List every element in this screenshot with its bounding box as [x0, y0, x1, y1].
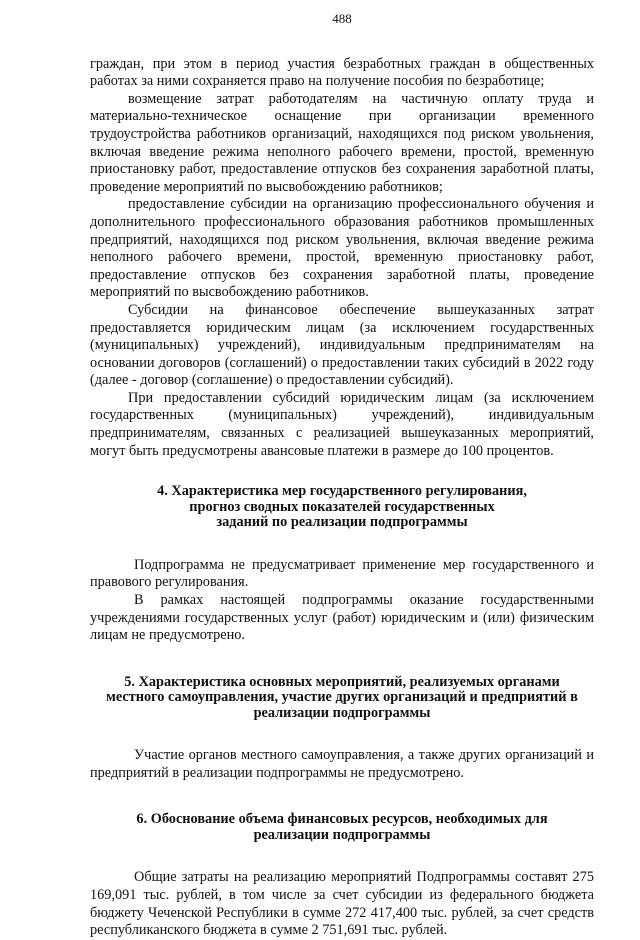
section-4-paragraph: Подпрограмма не предусматривает применение мер государственного и правового регулирования.: [90, 556, 594, 591]
section-6-heading-line: реализации подпрограммы: [253, 826, 431, 843]
paragraph-training-subsidy: предоставление субсидии на организацию профессионального обучения и дополнительного профессионального образования работников промышленных предприятий, находящихся под риском увольнения, включая введение режима неполного рабочего времени, простой, временную приостановку работ, предоставление отпусков без сохранения заработной платы, проведение мероприятий по высвобождению работников.: [90, 196, 594, 301]
paragraph-reimbursement: возмещение затрат работодателям на частичную оплату труда и материально-техническое оснащение при организации временного трудоустройства работников организаций, находящихся под риском увольнения, включая введение режима неполного рабочего времени, простой, временную приостановку работ, предоставление отпусков без сохранения заработной платы, проведение мероприятий по высвобождению работников;: [90, 90, 594, 195]
section-4-heading-line: 4. Характеристика мер государственного регулирования,: [157, 483, 527, 500]
paragraph-continuation: граждан, при этом в период участия безработных граждан в общественных работах за ними сохраняется право на получение пособия по безработице;: [90, 55, 594, 90]
section-5-heading: [90, 675, 594, 722]
section-5-paragraph: Участие органов местного самоуправления, а также других организаций и предприятий в реализации подпрограммы не предусмотрено.: [90, 747, 594, 781]
section-4-heading-line: прогноз сводных показателей государственных: [189, 498, 495, 515]
page-number: 488: [332, 11, 352, 26]
paragraph-subsidies-provision: Субсидии на финансовое обеспечение вышеуказанных затрат предоставляется юридическим лицам (за исключением государственных (муниципальных) учреждений), индивидуальным предпринимателям на основании договоров (соглашений) о предоставлении таких субсидий в 2022 году (далее - договор (соглашение) о предоставлении субсидий).: [90, 301, 594, 389]
paragraph-advance-payments: При предоставлении субсидий юридическим лицам (за исключением государственных (муниципальных) учреждений), индивидуальным предпринимателям, связанных с реализацией вышеуказанных мероприятий, могут быть предусмотрены авансовые платежи в размере до 100 процентов.: [90, 389, 594, 459]
section-6-heading: [90, 812, 594, 843]
section-5-heading-line: 5. Характеристика основных мероприятий, реализуемых органами: [124, 673, 560, 690]
section-5-heading-line: реализации подпрограммы: [253, 704, 431, 721]
section-4-heading-line: заданий по реализации подпрограммы: [216, 514, 468, 531]
section-5-heading-line: местного самоуправления, участие других организаций и предприятий в: [106, 689, 578, 706]
section-6-heading-line: 6. Обоснование объема финансовых ресурсов, необходимых для: [136, 811, 548, 828]
section-4-paragraph: В рамках настоящей подпрограммы оказание государственными учреждениями государственных услуг (работ) юридическим и (или) физическим лицам не предусмотрено.: [90, 591, 594, 644]
section-6-paragraph: Общие затраты на реализацию мероприятий Подпрограммы составят 275 169,091 тыс. рублей, в том числе за счет субсидии из федерального бюджета бюджету Чеченской Республики в сумме 272 417,400 тыс. рублей, за счет средств республиканского бюджета в сумме 2 751,691 тыс. рублей.: [90, 869, 594, 939]
section-4-heading: [90, 484, 594, 531]
